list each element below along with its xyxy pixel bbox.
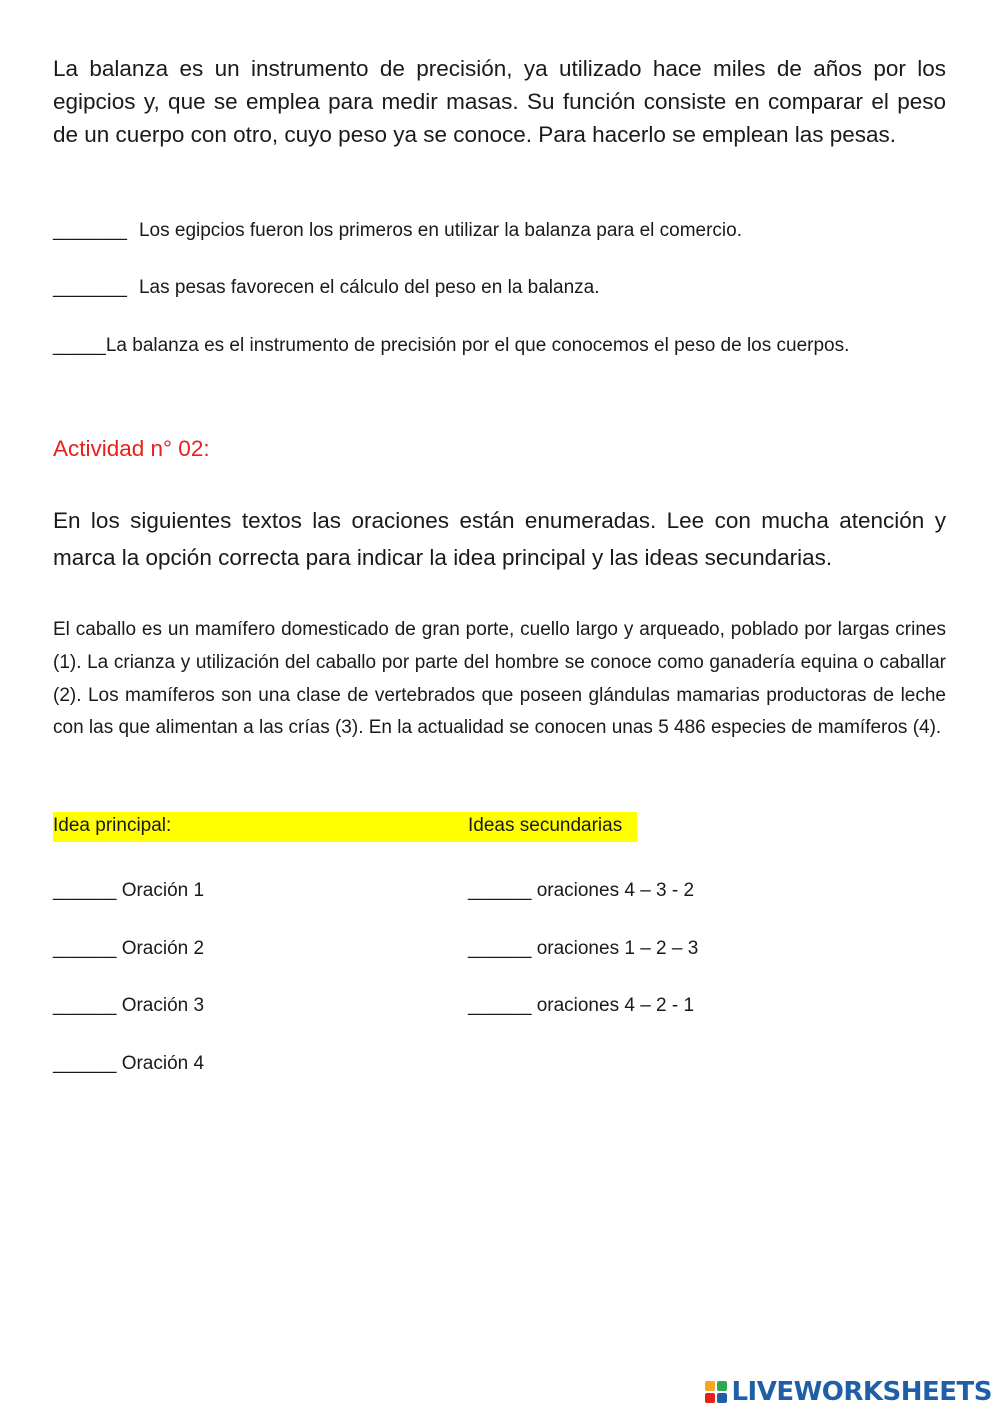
option-label: Oración 1 — [121, 880, 205, 901]
answer-blank[interactable]: _____ — [53, 335, 106, 356]
option-label: oraciones 4 – 3 - 2 — [536, 880, 695, 901]
true-false-item — [53, 335, 849, 357]
activity-title: Actividad n° 02: — [53, 436, 210, 461]
answer-blank[interactable]: _______ — [53, 220, 127, 241]
answer-blank[interactable]: ______ — [53, 880, 117, 901]
activity-instructions: En los siguientes textos las oraciones están enumeradas. Lee con mucha atención y marca la opción correcta para indicar la idea principal y las ideas secundarias. — [53, 508, 946, 570]
answer-blank[interactable]: ______ — [468, 995, 532, 1016]
answer-blank[interactable]: ______ — [468, 880, 532, 901]
main-idea-option — [53, 995, 204, 1017]
true-false-item — [53, 277, 600, 299]
answer-blank[interactable]: ______ — [468, 938, 532, 959]
main-idea-option — [53, 1053, 204, 1075]
true-false-item — [53, 220, 742, 242]
logo-text: LIVEWORKSHEETS — [731, 1377, 992, 1407]
reading-passage: El caballo es un mamífero domesticado de gran porte, cuello largo y arqueado, poblado por largas crines (1). La crianza y utilización del caballo por parte del hombre se conoce como ganadería equina o caballar (2). Los mamíferos son una clase de vertebrados que poseen glándulas mamarias productoras de leche con las que alimentan a las crías (3). En la actualidad se conocen unas 5 486 especies de mamíferos (4). — [53, 619, 946, 739]
option-label: Oración 3 — [121, 995, 205, 1016]
statement-text: La balanza es el instrumento de precisión por el que conocemos el peso de los cuerpos. — [105, 335, 850, 356]
header-secondary-ideas: Ideas secundarias — [468, 815, 623, 836]
answer-blank[interactable]: ______ — [53, 1053, 117, 1074]
answer-blank[interactable]: ______ — [53, 995, 117, 1016]
secondary-ideas-option — [468, 995, 694, 1017]
option-label: Oración 4 — [121, 1053, 205, 1074]
statement-text: Los egipcios fueron los primeros en utilizar la balanza para el comercio. — [138, 220, 742, 241]
option-label: Oración 2 — [121, 938, 205, 959]
liveworksheets-logo-icon — [705, 1381, 727, 1403]
secondary-ideas-option — [468, 938, 698, 960]
option-label: oraciones 1 – 2 – 3 — [536, 938, 699, 959]
secondary-ideas-option — [468, 880, 694, 902]
answer-blank[interactable]: _______ — [53, 277, 127, 298]
options-header — [53, 812, 637, 842]
main-idea-option — [53, 938, 204, 960]
worksheet-page — [53, 52, 946, 1074]
option-label: oraciones 4 – 2 - 1 — [536, 995, 695, 1016]
main-idea-option — [53, 880, 204, 902]
header-main-idea: Idea principal: — [53, 815, 172, 836]
answer-blank[interactable]: ______ — [53, 938, 117, 959]
liveworksheets-logo — [705, 1377, 992, 1407]
intro-paragraph: La balanza es un instrumento de precisión, ya utilizado hace miles de años por los egipcios y, que se emplea para medir masas. Su función consiste en comparar el peso de un cuerpo con otro, cuyo peso ya se conoce. Para hacerlo se emplean las pesas. — [53, 56, 946, 147]
statement-text: Las pesas favorecen el cálculo del peso en la balanza. — [138, 277, 600, 298]
